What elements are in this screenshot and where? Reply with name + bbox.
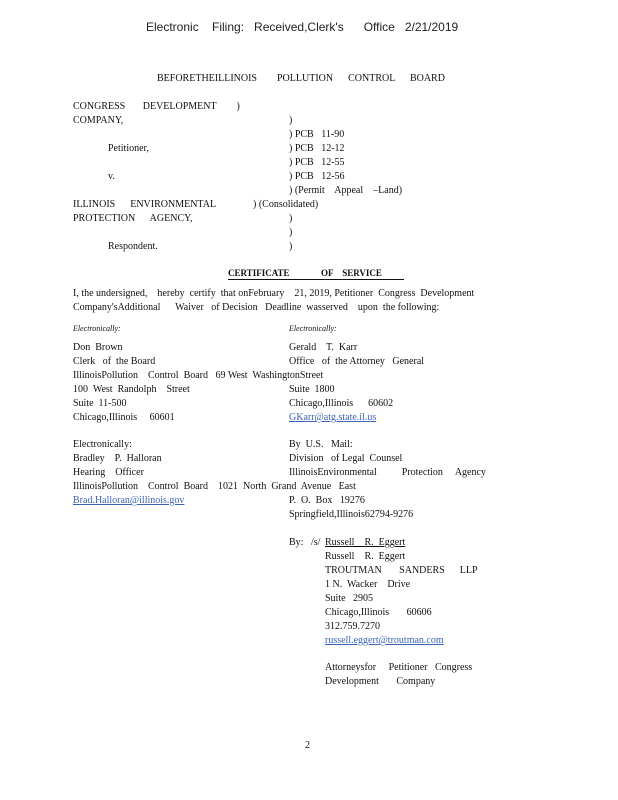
filing-stamp: Electronic Filing: Received,Clerk's Office 2/21/2019 bbox=[146, 20, 459, 34]
petitioner-label: Petitioner, bbox=[108, 143, 149, 154]
case-number-3: ) PCB 12-55 bbox=[289, 157, 345, 168]
recipient-org: IllinoisPollution Control Board 1021 North Grand Avenue East bbox=[73, 481, 356, 492]
recipient-title: Clerk of the Board bbox=[73, 356, 156, 367]
signature-email-link[interactable]: russell.eggert@troutman.com bbox=[325, 635, 444, 646]
caption-paren: ) bbox=[289, 115, 293, 126]
recipient-email-link[interactable]: GKarr@atg.state.il.us bbox=[289, 412, 377, 423]
service-method: Electronically: bbox=[289, 324, 337, 333]
signature-role-line-1: Attorneysfor Petitioner Congress bbox=[325, 662, 473, 673]
page-number: 2 bbox=[305, 740, 310, 751]
signature-city: Chicago,Illinois 60606 bbox=[325, 607, 432, 618]
board-title: BEFORETHEILLINOIS POLLUTION CONTROL BOARD bbox=[157, 73, 445, 84]
recipient-suite: Suite 1800 bbox=[289, 384, 335, 395]
recipient-title: Hearing Officer bbox=[73, 467, 144, 478]
recipient-address: 100 West Randolph Street bbox=[73, 384, 190, 395]
recipient-name: Bradley P. Halloran bbox=[73, 453, 162, 464]
recipient-org: IllinoisPollution Control Board 69 West WashingtonStreet bbox=[73, 370, 324, 381]
signature-by-label: By: /s/ bbox=[289, 537, 321, 548]
signature-address: 1 N. Wacker Drive bbox=[325, 579, 411, 590]
case-number-4: ) PCB 12-56 bbox=[289, 171, 345, 182]
recipient-name: Gerald T. Karr bbox=[289, 342, 358, 353]
recipient-dept: Division of Legal Counsel bbox=[289, 453, 403, 464]
certificate-title: CERTIFICATE OF SERVICE bbox=[228, 267, 404, 280]
recipient-city: Chicago,Illinois 60602 bbox=[289, 398, 394, 409]
recipient-city: Springfield,Illinois62794-9276 bbox=[289, 509, 414, 520]
signature-firm: TROUTMAN SANDERS LLP bbox=[325, 565, 478, 576]
petitioner-name-line-2: COMPANY, bbox=[73, 115, 124, 126]
permit-appeal: ) (Permit Appeal –Land) bbox=[289, 185, 403, 196]
signature-role-line-2: Development Company bbox=[325, 676, 436, 687]
body-line-1: I, the undersigned, hereby certify that onFebruary 21, 2019, Petitioner Congress Development bbox=[73, 288, 475, 299]
caption-paren: ) bbox=[289, 227, 293, 238]
recipient-city: Chicago,Illinois 60601 bbox=[73, 412, 175, 423]
respondent-label: Respondent. bbox=[108, 241, 158, 252]
respondent-name-line-1: ILLINOIS ENVIRONMENTAL bbox=[73, 199, 217, 210]
recipient-title: Office of the Attorney General bbox=[289, 356, 425, 367]
body-line-2: Company'sAdditional Waiver of Decision Deadline wasserved upon the following: bbox=[73, 302, 440, 313]
service-method: By U.S. Mail: bbox=[289, 439, 353, 450]
consolidated: ) (Consolidated) bbox=[253, 199, 319, 210]
recipient-suite: Suite 11-500 bbox=[73, 398, 127, 409]
recipient-name: Don Brown bbox=[73, 342, 123, 353]
recipient-po-box: P. O. Box 19276 bbox=[289, 495, 365, 506]
respondent-name-line-2: PROTECTION AGENCY, bbox=[73, 213, 193, 224]
case-number-1: ) PCB 11-90 bbox=[289, 129, 345, 140]
signature-phone: 312.759.7270 bbox=[325, 621, 380, 632]
case-number-2: ) PCB 12-12 bbox=[289, 143, 345, 154]
petitioner-name-line-1: CONGRESS DEVELOPMENT ) bbox=[73, 101, 240, 112]
recipient-org: IllinoisEnvironmental Protection Agency bbox=[289, 467, 486, 478]
signature-suite: Suite 2905 bbox=[325, 593, 374, 604]
signature-signed-name: Russell R. Eggert bbox=[325, 537, 406, 548]
versus: v. bbox=[108, 171, 115, 182]
caption-paren: ) bbox=[289, 213, 293, 224]
recipient-email-link[interactable]: Brad.Halloran@illinois.gov bbox=[73, 495, 185, 506]
caption-paren: ) bbox=[289, 241, 293, 252]
signature-typed-name: Russell R. Eggert bbox=[325, 551, 406, 562]
service-method: Electronically: bbox=[73, 324, 121, 333]
service-method: Electronically: bbox=[73, 439, 132, 450]
